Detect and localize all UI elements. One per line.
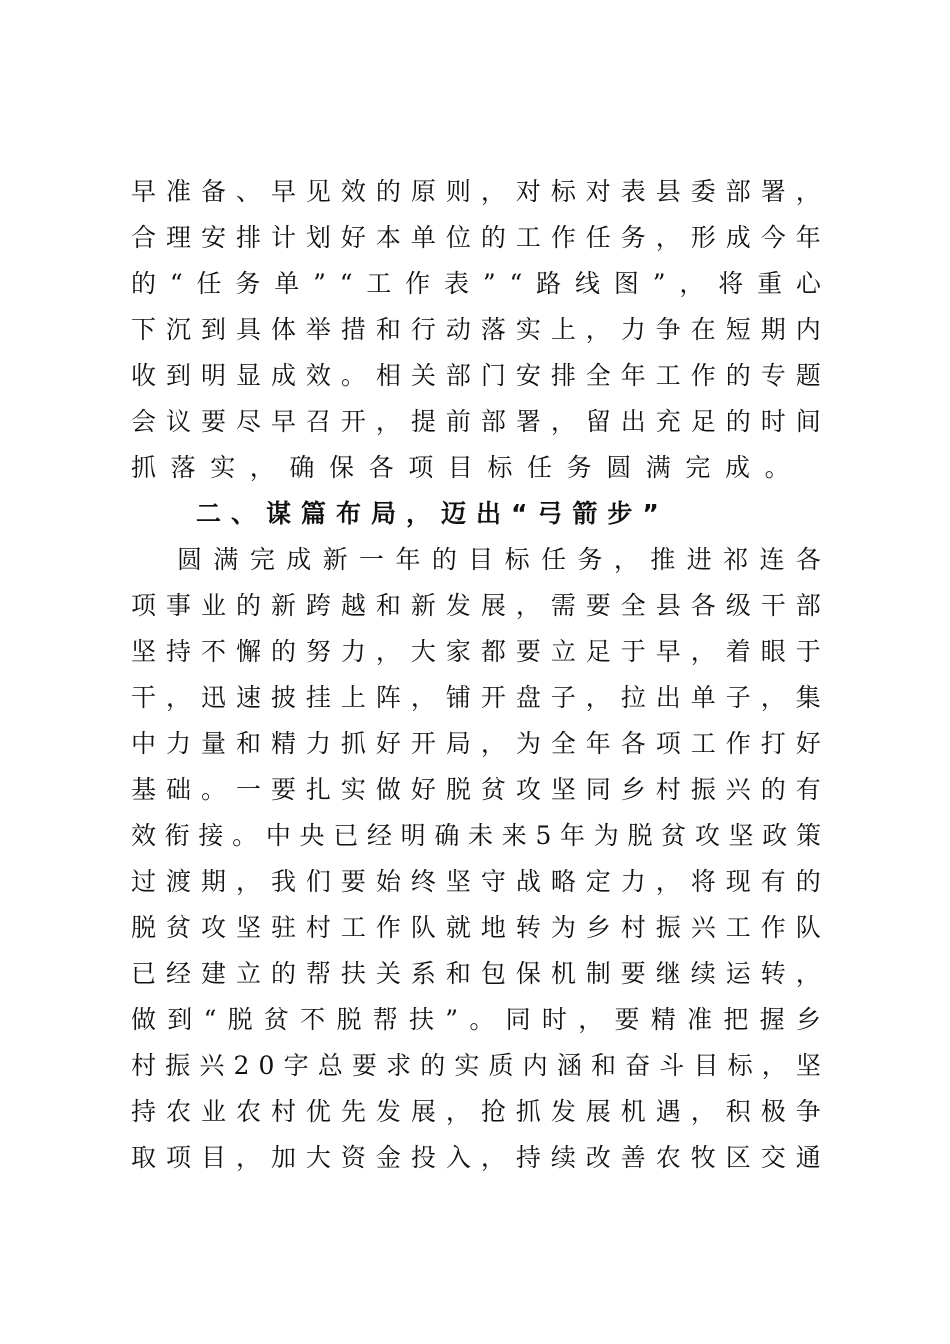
paragraph-1-line-1: 早 准 备 、 早 见 效 的 原 则 ， 对 标 对 表 县 委 部 署 ， [131, 177, 821, 206]
section-heading: 二、谋篇布局，迈出“弓箭步” [196, 499, 669, 528]
paragraph-2-line-2: 项 事 业 的 新 跨 越 和 新 发 展 ， 需 要 全 县 各 级 干 部 [131, 591, 821, 620]
paragraph-2-line-3: 坚 持 不 懈 的 努 力 ， 大 家 都 要 立 足 于 早 ， 着 眼 于 [131, 637, 821, 666]
paragraph-2-line-4: 干 ， 迅 速 披 挂 上 阵 ， 铺 开 盘 子 ， 拉 出 单 子 ， 集 [131, 683, 821, 712]
paragraph-2-line-11: 做 到 “ 脱 贫 不 脱 帮 扶 ” 。 同 时 ， 要 精 准 把 握 乡 [131, 1005, 821, 1034]
paragraph-2-line-13: 持 农 业 农 村 优 先 发 展 ， 抢 抓 发 展 机 遇 ， 积 极 争 [131, 1097, 821, 1126]
paragraph-1-line-2: 合 理 安 排 计 划 好 本 单 位 的 工 作 任 务 ， 形 成 今 年 [131, 223, 821, 252]
paragraph-2-line-8: 过 渡 期 ， 我 们 要 始 终 坚 守 战 略 定 力 ， 将 现 有 的 [131, 867, 821, 896]
paragraph-2-line-9: 脱 贫 攻 坚 驻 村 工 作 队 就 地 转 为 乡 村 振 兴 工 作 队 [131, 913, 821, 942]
paragraph-1-line-4: 下 沉 到 具 体 举 措 和 行 动 落 实 上 ， 力 争 在 短 期 内 [131, 315, 821, 344]
paragraph-2-line-7: 效 衔 接 。 中 央 已 经 明 确 未 来 5 年 为 脱 贫 攻 坚 政 策 [131, 821, 821, 850]
paragraph-1-line-6: 会 议 要 尽 早 召 开 ， 提 前 部 署 ， 留 出 充 足 的 时 间 [131, 407, 821, 436]
paragraph-2-line-5: 中 力 量 和 精 力 抓 好 开 局 ， 为 全 年 各 项 工 作 打 好 [131, 729, 821, 758]
paragraph-1-line-7: 抓落实，确保各项目标任务圆满完成。 [131, 453, 805, 482]
paragraph-1-line-5: 收 到 明 显 成 效 。 相 关 部 门 安 排 全 年 工 作 的 专 题 [131, 361, 821, 390]
paragraph-2-line-10: 已 经 建 立 的 帮 扶 关 系 和 包 保 机 制 要 继 续 运 转 ， [131, 959, 821, 988]
paragraph-1-line-3: 的 “ 任 务 单 ” “ 工 作 表 ” “ 路 线 图 ” ， 将 重 心 [131, 269, 821, 298]
paragraph-2-line-14: 取 项 目 ， 加 大 资 金 投 入 ， 持 续 改 善 农 牧 区 交 通 [131, 1143, 821, 1172]
paragraph-2-line-6: 基 础 。 一 要 扎 实 做 好 脱 贫 攻 坚 同 乡 村 振 兴 的 有 [131, 775, 821, 804]
paragraph-2-line-12: 村 振 兴 2 0 字 总 要 求 的 实 质 内 涵 和 奋 斗 目 标 ， 坚 [131, 1051, 821, 1080]
paragraph-2-line-1: 圆 满 完 成 新 一 年 的 目 标 任 务 ， 推 进 祁 连 各 [177, 545, 821, 574]
